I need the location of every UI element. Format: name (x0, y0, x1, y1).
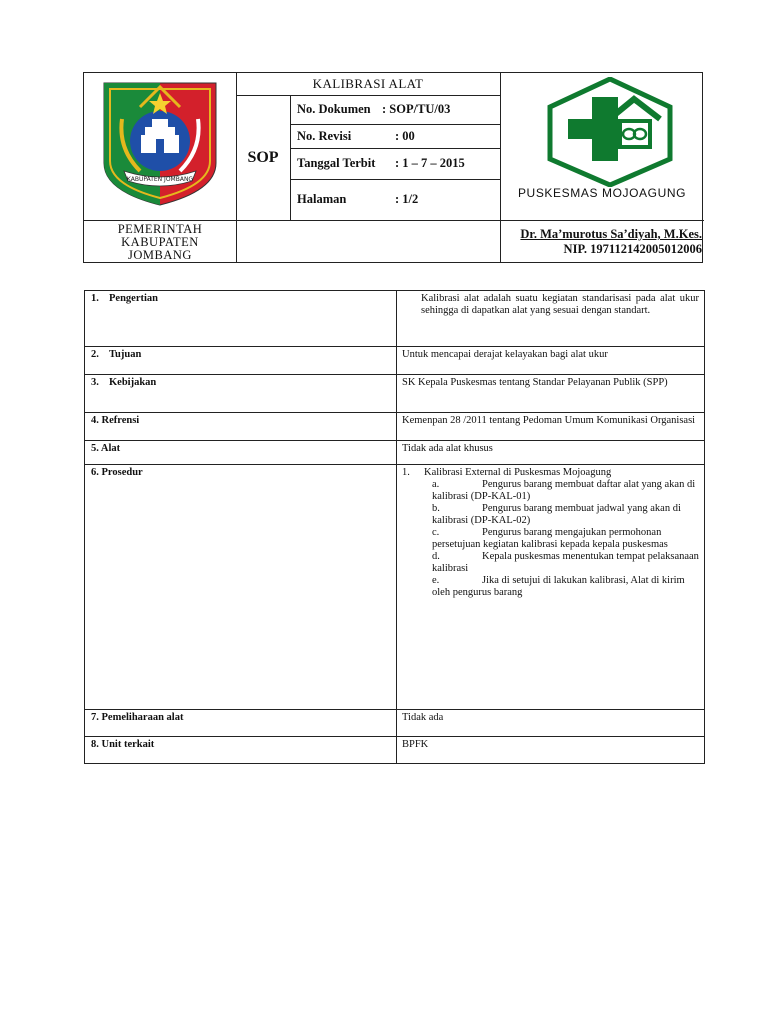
meta-value: : SOP/TU/03 (382, 102, 451, 116)
row-label (85, 291, 397, 347)
row-label: 7. Pemeliharaan alat (85, 710, 397, 737)
procedure-sub-item (402, 479, 699, 503)
meta-key: Halaman (297, 192, 347, 206)
sub-letter: d. (432, 551, 440, 562)
sub-text: Jika di setujui di lakukan kalibrasi, Alat di kirim oleh pengurus barang (432, 575, 685, 598)
government-name (84, 220, 236, 264)
sub-text: Pengurus barang mengajukan permohonan persetujuan kegiatan kalibrasi kepada kepala puskesmas (432, 527, 668, 550)
procedure-sub-item (402, 503, 699, 527)
meta-key: Tanggal Terbit (297, 156, 376, 170)
document-title: KALIBRASI ALAT (312, 76, 424, 91)
procedure-sub-item (402, 527, 699, 551)
row-content: SK Kepala Puskesmas tentang Standar Pelayanan Publik (SPP) (397, 375, 705, 413)
item-number: 1. (402, 467, 410, 478)
procedure-content (397, 465, 705, 710)
row-content: Tidak ada alat khusus (397, 441, 705, 465)
sop-content-table (84, 290, 705, 764)
row-label-text: Kebijakan (109, 377, 157, 388)
meta-value: : 1/2 (395, 192, 419, 206)
row-label-text: Tujuan (109, 349, 142, 360)
row-number: 2. (91, 349, 99, 360)
row-content: Kalibrasi alat adalah suatu kegiatan standarisasi pada alat ukur sehingga di dapatkan alat yang sesuai dengan standart. (397, 291, 705, 347)
sub-letter: e. (432, 575, 440, 586)
table-row (85, 413, 705, 441)
sub-text: Kepala puskesmas menentukan tempat pelaksanaan kalibrasi (432, 551, 699, 574)
signatory-name: Dr. Ma’murotus Sa’diyah, M.Kes. (520, 227, 702, 241)
puskesmas-name: PUSKESMAS MOJOAGUNG (517, 186, 687, 200)
table-row (85, 375, 705, 413)
row-label: 6. Prosedur (85, 465, 397, 710)
row-label-text: Pengertian (109, 293, 158, 304)
row-label: 8. Unit terkait (85, 737, 397, 764)
kabupaten-jombang-emblem (100, 79, 220, 207)
gov-line: PEMERINTAH (117, 221, 203, 236)
table-row (85, 710, 705, 737)
meta-row-dokumen (290, 95, 500, 124)
table-row (85, 291, 705, 347)
signatory-nip: NIP. 197112142005012006 (563, 242, 702, 256)
procedure-item (402, 467, 699, 479)
row-label (85, 347, 397, 375)
meta-row-tanggal (290, 148, 500, 179)
meta-row-revisi (290, 124, 500, 148)
item-text: Kalibrasi External di Puskesmas Mojoagung (424, 467, 612, 478)
table-row (85, 737, 705, 764)
row-number: 1. (91, 293, 99, 304)
gov-line: KABUPATEN (121, 234, 199, 249)
meta-row-halaman (290, 179, 500, 220)
row-label: 5. Alat (85, 441, 397, 465)
sub-letter: a. (432, 479, 440, 490)
header-table (83, 72, 703, 263)
puskesmas-logo (542, 77, 678, 187)
table-row (85, 347, 705, 375)
sub-text: Pengurus barang membuat daftar alat yang akan di kalibrasi (DP-KAL-01) (432, 479, 696, 502)
row-content: Kemenpan 28 /2011 tentang Pedoman Umum Komunikasi Organisasi (397, 413, 705, 441)
row-label (85, 375, 397, 413)
procedure-sub-item (402, 575, 699, 599)
row-label: 4. Refrensi (85, 413, 397, 441)
meta-key: No. Revisi (297, 128, 352, 143)
row-number: 3. (91, 377, 99, 388)
signatory-block (500, 220, 704, 264)
emblem-banner-text: KABUPATEN JOMBANG (126, 176, 194, 183)
gov-line: JOMBANG (128, 247, 192, 262)
sub-letter: b. (432, 503, 440, 514)
meta-key: No. Dokumen (297, 102, 371, 116)
meta-value: : 1 – 7 – 2015 (395, 156, 465, 170)
sub-letter: c. (432, 527, 440, 538)
meta-value: : 00 (395, 128, 415, 143)
procedure-sub-item (402, 551, 699, 575)
table-row (85, 465, 705, 710)
sub-text: Pengurus barang membuat jadwal yang akan di kalibrasi (DP-KAL-02) (432, 503, 681, 526)
row-content: Untuk mencapai derajat kelayakan bagi alat ukur (397, 347, 705, 375)
table-row (85, 441, 705, 465)
row-content: BPFK (397, 737, 705, 764)
sop-label: SOP (247, 148, 279, 166)
row-content: Tidak ada (397, 710, 705, 737)
